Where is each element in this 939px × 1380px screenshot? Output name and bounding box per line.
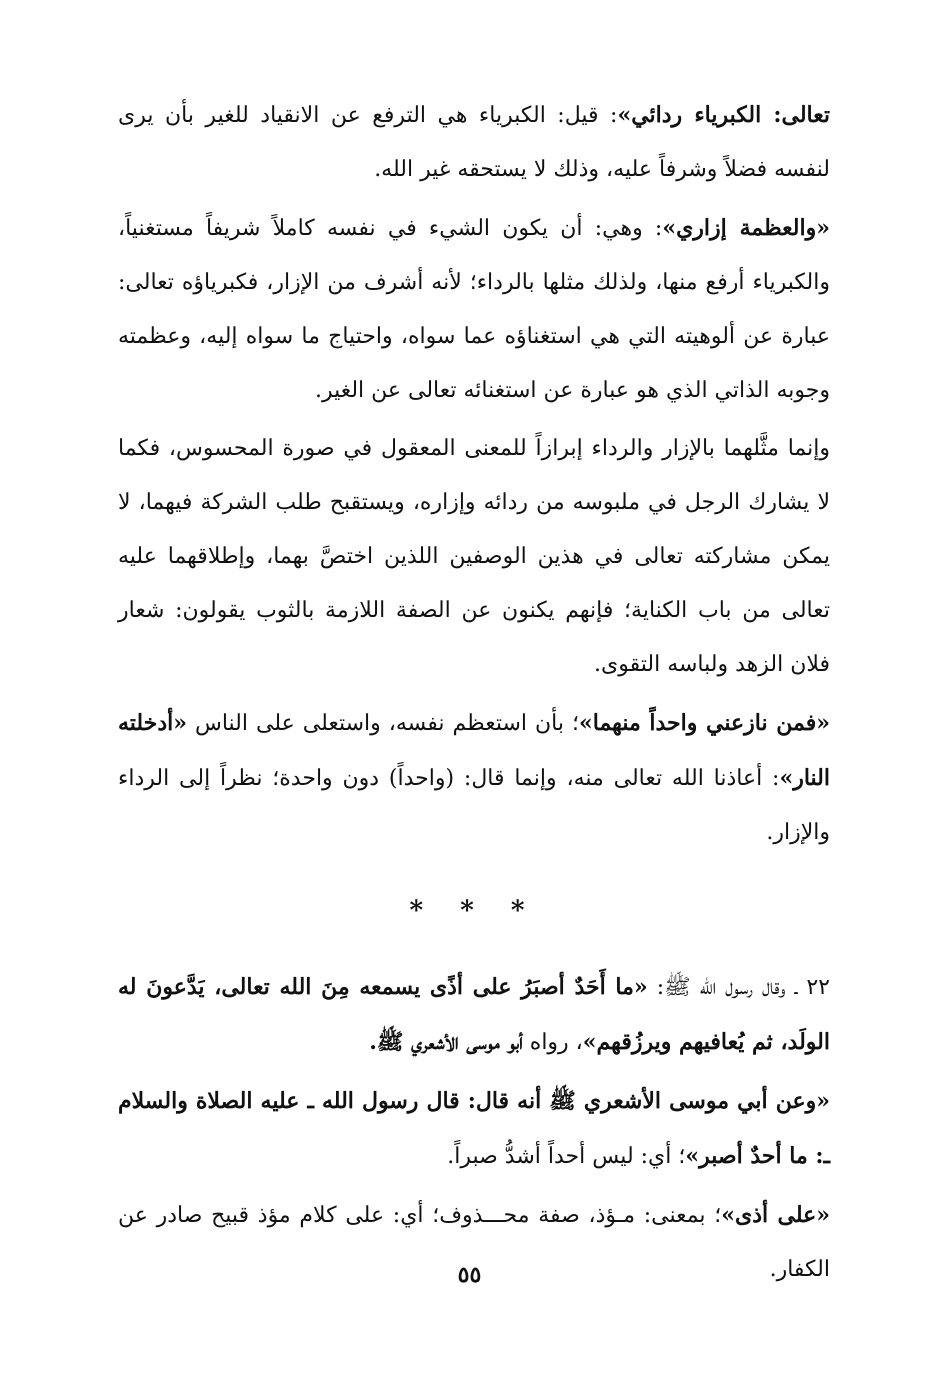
text-run: ؛ أي: ليس أحداً أشدُّ صبراً. <box>447 1144 686 1169</box>
paragraph-nazaani <box>118 696 830 860</box>
paragraph-azama <box>118 201 830 418</box>
text-run: ؛ بأن استعظم نفسه، واستعلى على الناس <box>186 711 579 736</box>
text-run: «والعظمة إزاري» <box>662 215 830 241</box>
text-run: «فمن نازعني واحداً منهما» <box>579 710 830 736</box>
text-run: «ما أَحَدٌ أصبَرُ على أذًى يسمعه مِنَ الله تعالى، يَدَّعونَ له الولَد، ثم يُعافيهم ويرزُقهم» <box>118 974 830 1055</box>
text-run: ٢٢ ـ وقال رسول الله ﷺ: <box>647 975 830 1000</box>
text-run: «وعن أبي موسى الأشعري ﷺ أنه قال: قال رسول الله ـ عليه الصلاة والسلام ـ: ما أحدٌ أصبر» <box>118 1088 830 1169</box>
page-number: ٥٥ <box>457 1262 482 1288</box>
text-run: ؛ بمعنى: مـؤذ، صفة محـــذوف؛ أي: على كلام مؤذ قبيح صادر عن الكفار. <box>118 1203 830 1282</box>
paragraph-abu-musa <box>118 1074 830 1184</box>
text-run: وإنما مثَّلهما بالإزار والرداء إبرازاً للمعنى المعقول في صورة المحسوس، فكما لا يشارك الرجل في ملبوسه من ردائه وإزاره، ويستقبح طلب الشركة فيهما، لا يمكن مشاركته تعالى في هذين الوصفين اللذين اختصَّ بهما، وإطلاقهما عليه تعالى من باب الكناية؛ فإنهم يكنون عن الصفة اللازمة بالثوب يقولون: شعار فلان الزهد ولباسه التقوى. <box>118 436 830 677</box>
paragraph-kibriya <box>118 88 830 197</box>
paragraph-izar-rida <box>118 422 830 692</box>
text-run: ، رواه <box>522 1030 583 1055</box>
page-body <box>118 88 830 1301</box>
section-separator: * * * <box>409 896 539 926</box>
text-run: «على أذى» <box>721 1202 830 1228</box>
text-run: : وهي: أن يكون الشيء في نفسه كاملاً شريفاً مستغنياً، والكبرياء أرفع منها، ولذلك مثلها بالرداء؛ لأنه أشرف من الإزار، فكبرياؤه تعالى: عبارة عن ألوهيته التي هي استغناؤه عما سواه، واحتياج ما سواه إليه، وعظمته وجوبه الذاتي الذي هو عبارة عن استغنائه تعالى عن الغير. <box>118 216 830 403</box>
text-run: «أدخلته النار» <box>118 710 830 791</box>
text-run: أبو موسى الأشعري ﷺ. <box>369 1029 523 1055</box>
text-run: تعالى: الكبرياء ردائي» <box>617 102 830 128</box>
text-run: : أعاذنا الله تعالى منه، وإنما قال: (واحداً) دون واحدة؛ نظراً إلى الرداء والإزار. <box>118 766 830 845</box>
paragraph-hadith-22 <box>118 960 830 1070</box>
text-run: : قيل: الكبرياء هي الترفع عن الانقياد للغير بأن يرى لنفسه فضلاً وشرفاً عليه، وذلك لا يستحقه غير الله. <box>118 103 830 182</box>
